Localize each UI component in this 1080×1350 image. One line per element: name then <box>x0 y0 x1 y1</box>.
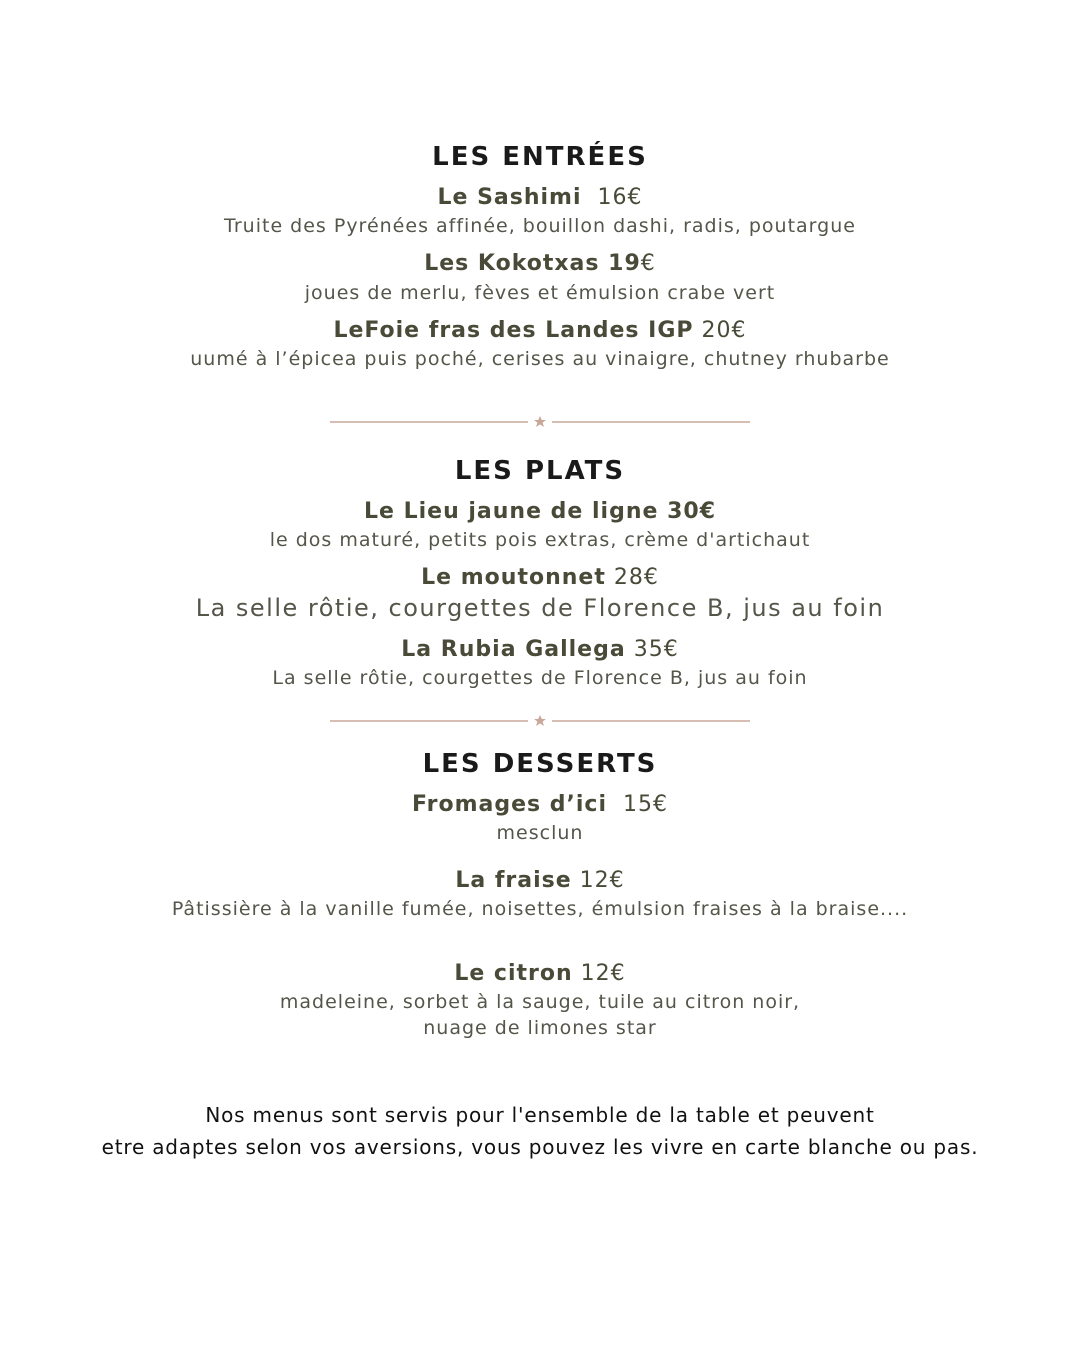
footer-note-line-1: Nos menus sont servis pour l'ensemble de la table et peuvent <box>205 1103 875 1127</box>
menu-item-description: mesclun <box>496 822 584 844</box>
menu-item-description: Truite des Pyrénées affinée, bouillon dashi, radis, poutargue <box>224 215 856 237</box>
menu-item-name <box>0 564 1080 592</box>
item-price: 28€ <box>613 565 659 590</box>
item-price: 15€ <box>623 792 668 817</box>
section-title-entrees: LES ENTRÉES <box>432 142 648 172</box>
item-price: 20€ <box>701 318 747 343</box>
section-title-plats: LES PLATS <box>454 456 626 486</box>
menu-item-description: uumé à l’épicea puis poché, cerises au vinaigre, chutney rhubarbe <box>190 348 890 370</box>
menu-item-name <box>0 250 1080 278</box>
menu-item-name <box>0 791 1080 819</box>
menu-item-name <box>0 636 1080 664</box>
menu-item-name <box>0 960 1080 988</box>
item-price: 35€ <box>633 637 679 662</box>
item-name: Le Sashimi <box>437 185 582 210</box>
menu-item-description: nuage de limones star <box>423 1017 657 1039</box>
menu-item-description: Pâtissière à la vanille fumée, noisettes, émulsion fraises à la braise.... <box>171 898 909 920</box>
menu-item-description: La selle rôtie, courgettes de Florence B, jus au foin <box>272 667 808 689</box>
footer-note-line-2: etre adaptes selon vos aversions, vous pouvez les vivre en carte blanche ou pas. <box>101 1135 979 1159</box>
item-name: Fromages d’ici <box>411 792 607 817</box>
item-price: 12€ <box>579 868 625 893</box>
item-name: La fraise <box>455 868 572 893</box>
menu-item-name <box>0 498 1080 526</box>
item-name: LeFoie fras des Landes IGP <box>333 318 694 343</box>
menu-item-name <box>0 867 1080 895</box>
menu-item-name <box>0 317 1080 345</box>
menu-item-description: joues de merlu, fèves et émulsion crabe vert <box>304 282 776 304</box>
item-name: Le moutonnet <box>421 565 606 590</box>
item-name: Le citron <box>454 961 573 986</box>
item-price: € <box>640 251 656 276</box>
section-title-desserts: LES DESSERTS <box>422 749 658 779</box>
item-name: Le Lieu jaune de ligne 30€ <box>363 499 716 524</box>
menu-item-name <box>0 184 1080 212</box>
item-name: La Rubia Gallega <box>401 637 626 662</box>
star-divider-icon <box>330 416 750 428</box>
star-divider-icon <box>330 715 750 727</box>
menu-item-description: La selle rôtie, courgettes de Florence B, jus au foin <box>195 594 885 622</box>
menu-item-description: madeleine, sorbet à la sauge, tuile au citron noir, <box>279 991 801 1013</box>
menu-item-description: le dos maturé, petits pois extras, crème d'artichaut <box>269 529 811 551</box>
item-price: 16€ <box>597 185 643 210</box>
item-price: 12€ <box>580 961 626 986</box>
item-name: Les Kokotxas 19 <box>424 251 641 276</box>
